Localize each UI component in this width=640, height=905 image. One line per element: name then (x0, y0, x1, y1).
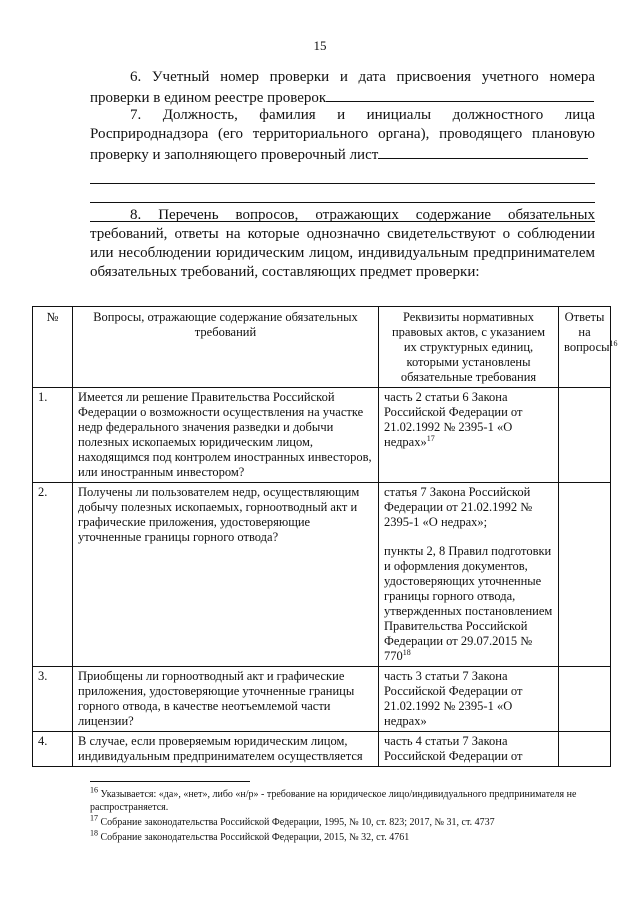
page-number: 15 (313, 38, 327, 53)
row-answer[interactable] (559, 388, 611, 483)
footnote-ref-18: 18 (402, 647, 411, 657)
row-num: 2. (33, 483, 73, 667)
row-requisites-text: статья 7 Закона Российской Федерации от 21.02.1992 № 2395-1 «О недрах»; (384, 485, 533, 529)
footnote-text: Собрание законодательства Российской Федерации, 1995, № 10, ст. 823; 2017, № 31, ст. 4737 (100, 817, 495, 828)
table-row (33, 667, 611, 732)
paragraph-7 (90, 106, 595, 222)
paragraph-8-text: 8. Перечень вопросов, отражающих содержание обязательных требований, ответы на которые однозначно свидетельствуют о соблюдении или несоблюдении юридическим лицом, индивидуальным предпринимателем обязательных требований, составляющих предмет проверки: (90, 207, 595, 280)
header-answers-label: Ответы на вопросы (564, 310, 610, 354)
row-answer[interactable] (559, 483, 611, 667)
footnote-text: Указывается: «да», «нет», либо «н/р» - требование на юридическое лицо/индивидуального предпринимателя не распространяется. (90, 789, 577, 813)
footnote-ref-17: 17 (426, 433, 435, 443)
paragraph-7-text: 7. Должность, фамилия и инициалы должностного лица Росприроднадзора (его территориального органа), проводящего плановую проверку и заполняющего проверочный лист (90, 107, 595, 163)
table-row (33, 388, 611, 483)
footnote-18 (90, 828, 595, 844)
table-row (33, 483, 611, 667)
row-requisites-text-2-body: пункты 2, 8 Правил подготовки и оформления документов, удостоверяющих уточненные границы горного отвода, утвержденных постановлением Правительства Российской Федерации от 29.07.2015 № 770 (384, 544, 553, 663)
footnotes (90, 781, 595, 846)
footnote-17 (90, 813, 595, 829)
footnote-separator (90, 781, 250, 782)
row-requisites-text: часть 2 статьи 6 Закона Российской Федерации от 21.02.1992 № 2395-1 «О недрах» (384, 390, 523, 449)
row-num: 4. (33, 732, 73, 767)
table-row (33, 732, 611, 767)
inspector-blank-line-1 (90, 165, 595, 184)
footnote-16 (90, 785, 595, 814)
paragraph-6-text: 6. Учетный номер проверки и дата присвоения учетного номера проверки в едином реестре проверок (90, 69, 595, 106)
requisites-gap (384, 530, 553, 544)
row-requisites (379, 483, 559, 667)
row-question: Имеется ли решение Правительства Российской Федерации о возможности осуществления на участке недр федерального значения разведки и добычи полезных ископаемых юридическим лицом, находящимся под контролем иностранных инвесторов, или иностранным инвестором? (73, 388, 379, 483)
footnote-text: Собрание законодательства Российской Федерации, 2015, № 32, ст. 4761 (100, 832, 410, 843)
header-question: Вопросы, отражающие содержание обязательных требований (73, 307, 379, 388)
header-answers (559, 307, 618, 388)
header-num: № (33, 307, 73, 388)
row-answer[interactable] (559, 732, 611, 767)
row-num: 3. (33, 667, 73, 732)
footnote-num: 17 (90, 813, 98, 823)
table-header-row (33, 307, 611, 388)
header-requisites: Реквизиты нормативных правовых актов, с указанием их структурных единиц, которыми установлены обязательные требования (379, 307, 559, 388)
inspector-blank (378, 144, 588, 159)
row-requisites (379, 388, 559, 483)
footnote-ref-16: 16 (609, 338, 618, 348)
row-requisites-text-2 (384, 544, 553, 664)
accounting-number-blank (326, 87, 594, 102)
row-question: Получены ли пользователем недр, осуществляющим добычу полезных ископаемых, горноотводный акт и графические приложения, удостоверяющие уточненные границы горного отвода? (73, 483, 379, 667)
row-answer[interactable] (559, 667, 611, 732)
row-requisites: часть 3 статьи 7 Закона Российской Федерации от 21.02.1992 № 2395-1 «О недрах» (379, 667, 559, 732)
row-num: 1. (33, 388, 73, 483)
row-question: Приобщены ли горноотводный акт и графические приложения, удостоверяющие уточненные границы горного отвода, в качестве неотъемлемой части лицензии? (73, 667, 379, 732)
row-question: В случае, если проверяемым юридическим лицом, индивидуальным предпринимателем осуществляется (73, 732, 379, 767)
footnote-num: 16 (90, 785, 98, 795)
paragraph-6 (90, 68, 595, 108)
inspector-blank-line-2 (90, 184, 595, 203)
footnote-num: 18 (90, 828, 98, 838)
row-requisites: часть 4 статьи 7 Закона Российской Федерации от (379, 732, 559, 767)
checklist-table (32, 306, 618, 767)
paragraph-8 (90, 206, 595, 282)
